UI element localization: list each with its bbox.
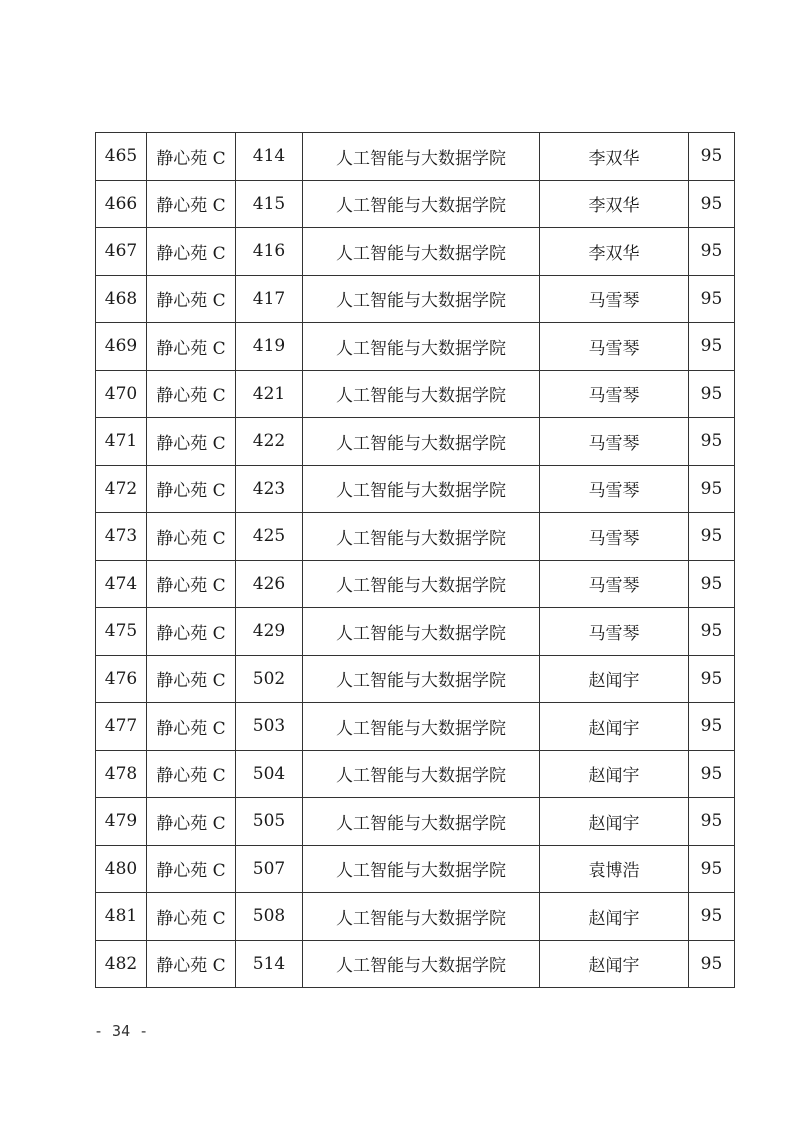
index-cell: 479: [96, 798, 147, 846]
score-cell: 95: [689, 370, 735, 418]
college-cell: 人工智能与大数据学院: [303, 560, 540, 608]
counselor-cell: 李双华: [540, 228, 689, 276]
room-cell: 426: [236, 560, 303, 608]
room-cell: 417: [236, 275, 303, 323]
building-cell: 静心苑 C: [147, 370, 236, 418]
score-cell: 95: [689, 655, 735, 703]
building-cell: 静心苑 C: [147, 465, 236, 513]
building-cell: 静心苑 C: [147, 655, 236, 703]
score-cell: 95: [689, 798, 735, 846]
room-cell: 504: [236, 750, 303, 798]
index-cell: 481: [96, 893, 147, 941]
building-cell: 静心苑 C: [147, 133, 236, 181]
counselor-cell: 马雪琴: [540, 418, 689, 466]
table-row: [96, 940, 735, 988]
counselor-cell: 赵闻宇: [540, 703, 689, 751]
room-cell: 415: [236, 180, 303, 228]
college-cell: 人工智能与大数据学院: [303, 608, 540, 656]
score-cell: 95: [689, 418, 735, 466]
dormitory-score-table: [95, 132, 735, 988]
counselor-cell: 马雪琴: [540, 560, 689, 608]
room-cell: 508: [236, 893, 303, 941]
score-cell: 95: [689, 608, 735, 656]
college-cell: 人工智能与大数据学院: [303, 180, 540, 228]
table-row: [96, 418, 735, 466]
index-cell: 466: [96, 180, 147, 228]
room-cell: 514: [236, 940, 303, 988]
table-body: [96, 133, 735, 988]
score-cell: 95: [689, 275, 735, 323]
building-cell: 静心苑 C: [147, 845, 236, 893]
score-cell: 95: [689, 750, 735, 798]
college-cell: 人工智能与大数据学院: [303, 940, 540, 988]
college-cell: 人工智能与大数据学院: [303, 798, 540, 846]
college-cell: 人工智能与大数据学院: [303, 418, 540, 466]
college-cell: 人工智能与大数据学院: [303, 370, 540, 418]
building-cell: 静心苑 C: [147, 940, 236, 988]
score-cell: 95: [689, 465, 735, 513]
room-cell: 421: [236, 370, 303, 418]
college-cell: 人工智能与大数据学院: [303, 323, 540, 371]
index-cell: 473: [96, 513, 147, 561]
counselor-cell: 赵闻宇: [540, 893, 689, 941]
score-cell: 95: [689, 845, 735, 893]
counselor-cell: 赵闻宇: [540, 940, 689, 988]
room-cell: 419: [236, 323, 303, 371]
building-cell: 静心苑 C: [147, 513, 236, 561]
index-cell: 469: [96, 323, 147, 371]
college-cell: 人工智能与大数据学院: [303, 893, 540, 941]
index-cell: 478: [96, 750, 147, 798]
table-row: [96, 750, 735, 798]
college-cell: 人工智能与大数据学院: [303, 465, 540, 513]
index-cell: 467: [96, 228, 147, 276]
table-row: [96, 655, 735, 703]
counselor-cell: 李双华: [540, 133, 689, 181]
building-cell: 静心苑 C: [147, 275, 236, 323]
index-cell: 477: [96, 703, 147, 751]
counselor-cell: 马雪琴: [540, 608, 689, 656]
counselor-cell: 马雪琴: [540, 275, 689, 323]
index-cell: 476: [96, 655, 147, 703]
building-cell: 静心苑 C: [147, 180, 236, 228]
counselor-cell: 马雪琴: [540, 513, 689, 561]
college-cell: 人工智能与大数据学院: [303, 845, 540, 893]
room-cell: 505: [236, 798, 303, 846]
room-cell: 503: [236, 703, 303, 751]
college-cell: 人工智能与大数据学院: [303, 750, 540, 798]
room-cell: 425: [236, 513, 303, 561]
table-row: [96, 133, 735, 181]
index-cell: 472: [96, 465, 147, 513]
index-cell: 482: [96, 940, 147, 988]
table-row: [96, 798, 735, 846]
room-cell: 429: [236, 608, 303, 656]
building-cell: 静心苑 C: [147, 703, 236, 751]
room-cell: 416: [236, 228, 303, 276]
score-cell: 95: [689, 133, 735, 181]
index-cell: 480: [96, 845, 147, 893]
table-row: [96, 275, 735, 323]
table-row: [96, 560, 735, 608]
building-cell: 静心苑 C: [147, 750, 236, 798]
room-cell: 422: [236, 418, 303, 466]
college-cell: 人工智能与大数据学院: [303, 275, 540, 323]
counselor-cell: 李双华: [540, 180, 689, 228]
college-cell: 人工智能与大数据学院: [303, 655, 540, 703]
score-cell: 95: [689, 703, 735, 751]
index-cell: 475: [96, 608, 147, 656]
table-row: [96, 893, 735, 941]
score-cell: 95: [689, 323, 735, 371]
table-row: [96, 228, 735, 276]
counselor-cell: 袁博浩: [540, 845, 689, 893]
table-row: [96, 608, 735, 656]
score-cell: 95: [689, 228, 735, 276]
building-cell: 静心苑 C: [147, 560, 236, 608]
table-row: [96, 465, 735, 513]
counselor-cell: 马雪琴: [540, 323, 689, 371]
table-row: [96, 513, 735, 561]
counselor-cell: 赵闻宇: [540, 655, 689, 703]
index-cell: 471: [96, 418, 147, 466]
score-cell: 95: [689, 893, 735, 941]
building-cell: 静心苑 C: [147, 418, 236, 466]
counselor-cell: 赵闻宇: [540, 750, 689, 798]
counselor-cell: 马雪琴: [540, 370, 689, 418]
college-cell: 人工智能与大数据学院: [303, 133, 540, 181]
page-number: - 34 -: [94, 1022, 149, 1040]
building-cell: 静心苑 C: [147, 798, 236, 846]
college-cell: 人工智能与大数据学院: [303, 228, 540, 276]
index-cell: 468: [96, 275, 147, 323]
college-cell: 人工智能与大数据学院: [303, 703, 540, 751]
table-row: [96, 370, 735, 418]
index-cell: 474: [96, 560, 147, 608]
dormitory-table-container: [95, 132, 735, 988]
table-row: [96, 180, 735, 228]
room-cell: 414: [236, 133, 303, 181]
building-cell: 静心苑 C: [147, 323, 236, 371]
room-cell: 423: [236, 465, 303, 513]
table-row: [96, 845, 735, 893]
counselor-cell: 马雪琴: [540, 465, 689, 513]
table-row: [96, 323, 735, 371]
score-cell: 95: [689, 513, 735, 561]
building-cell: 静心苑 C: [147, 608, 236, 656]
score-cell: 95: [689, 940, 735, 988]
score-cell: 95: [689, 560, 735, 608]
table-row: [96, 703, 735, 751]
room-cell: 507: [236, 845, 303, 893]
building-cell: 静心苑 C: [147, 228, 236, 276]
index-cell: 470: [96, 370, 147, 418]
score-cell: 95: [689, 180, 735, 228]
college-cell: 人工智能与大数据学院: [303, 513, 540, 561]
counselor-cell: 赵闻宇: [540, 798, 689, 846]
index-cell: 465: [96, 133, 147, 181]
room-cell: 502: [236, 655, 303, 703]
building-cell: 静心苑 C: [147, 893, 236, 941]
